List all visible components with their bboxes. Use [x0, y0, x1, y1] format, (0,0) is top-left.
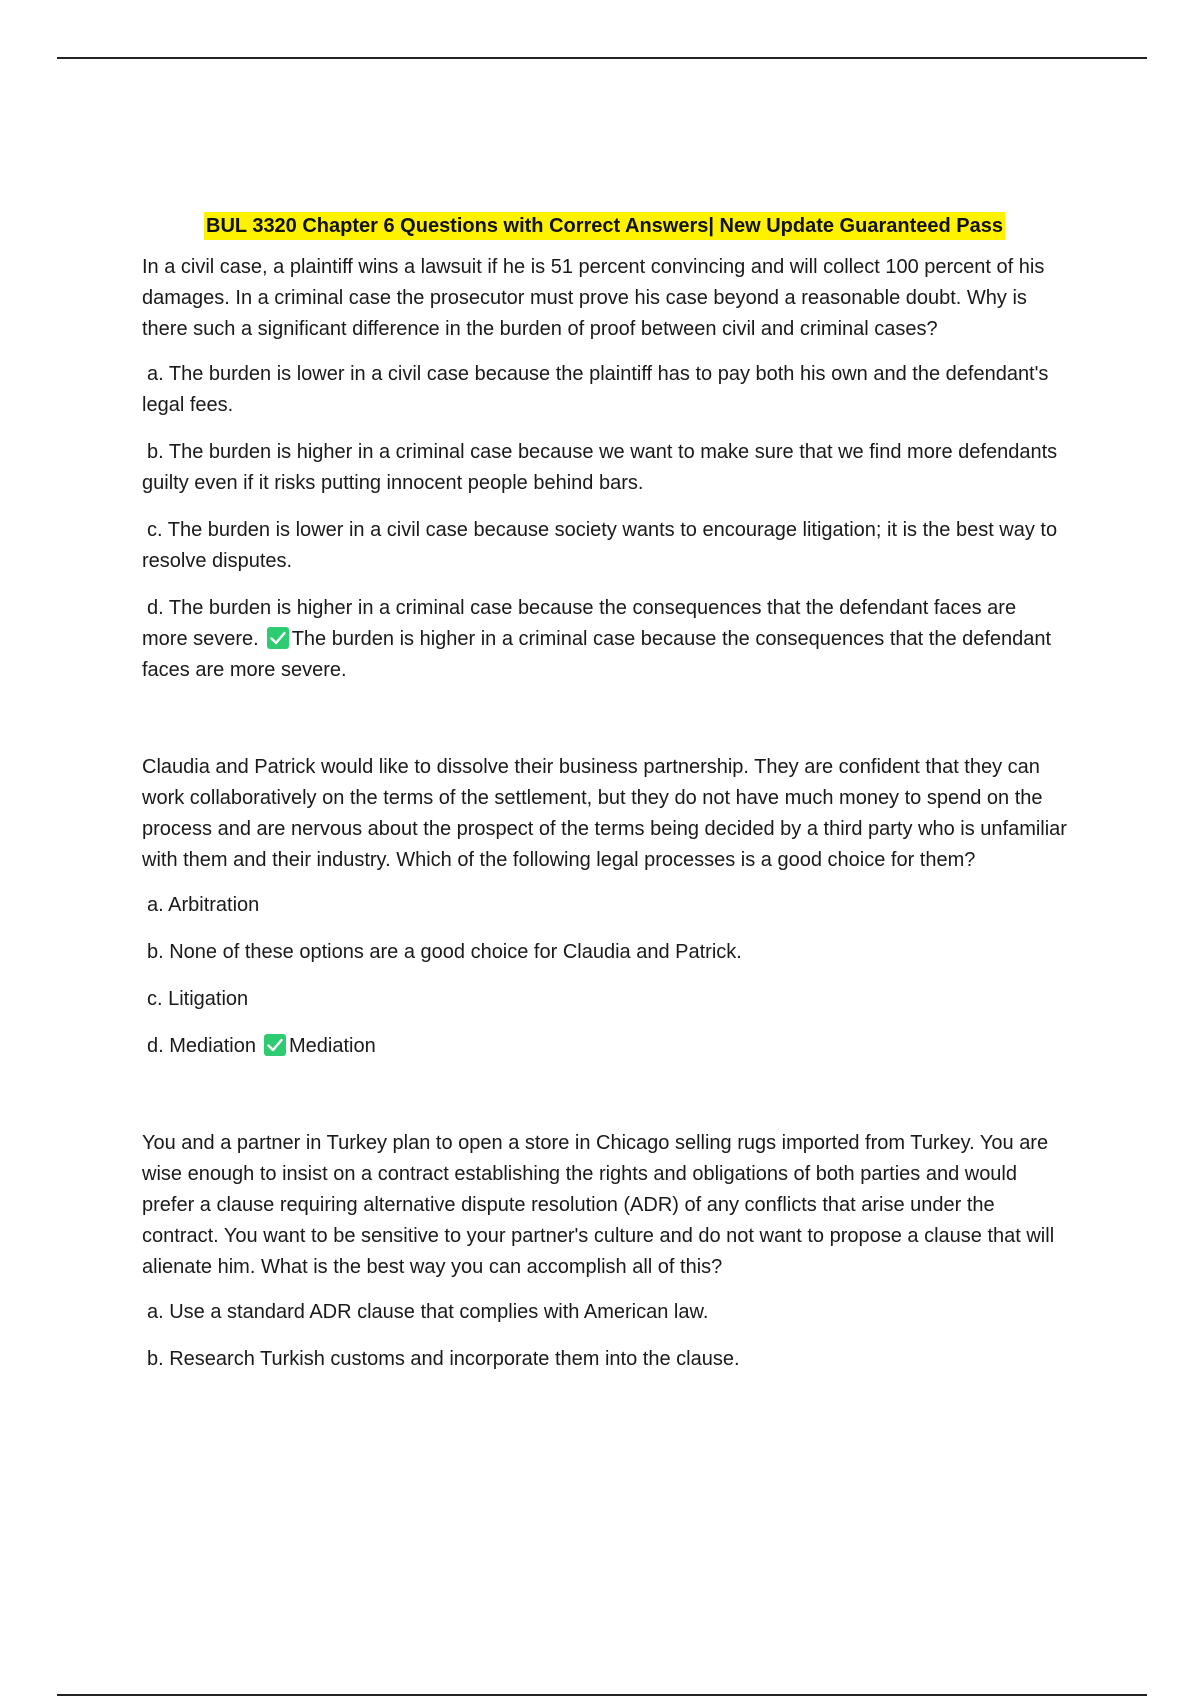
spacer: [142, 702, 1067, 752]
option-text: a. The burden is lower in a civil case because the plaintiff has to pay both his own and the defendant's legal fees.: [142, 363, 1049, 416]
question-2-answer: Mediation: [288, 1035, 376, 1057]
option-text: a. Use a standard ADR clause that complies with American law.: [147, 1301, 709, 1323]
option-text: d. Mediation: [147, 1035, 256, 1057]
bottom-rule: [57, 1694, 1147, 1696]
top-rule: [57, 57, 1147, 59]
check-box-icon: [267, 627, 289, 649]
document-body: [142, 212, 1067, 1391]
question-1-option-b: [142, 437, 1067, 499]
option-text: b. Research Turkish customs and incorporate them into the clause.: [147, 1348, 740, 1370]
title-wrap: [142, 212, 1067, 240]
question-3-option-a: [142, 1297, 1067, 1328]
option-text: b. None of these options are a good choice for Claudia and Patrick.: [147, 941, 742, 963]
question-1-text: In a civil case, a plaintiff wins a lawsuit if he is 51 percent convincing and will collect 100 percent of his damages. In a criminal case the prosecutor must prove his case beyond a reasonable doubt. Why is there such a significant difference in the burden of proof between civil and criminal cases?: [142, 256, 1045, 340]
question-2-option-b: [142, 937, 1067, 968]
question-2-option-d: [142, 1031, 1067, 1062]
option-text: c. The burden is lower in a civil case because society wants to encourage litigation; it is the best way to resolve disputes.: [142, 519, 1058, 572]
question-1-option-a: [142, 359, 1067, 421]
question-2-text: Claudia and Patrick would like to dissolve their business partnership. They are confident that they can work collaboratively on the terms of the settlement, but they do not have much money to spend on the process and are nervous about the prospect of the terms being decided by a third party who is unfamiliar with them and their industry. Which of the following legal processes is a good choice for them?: [142, 756, 1067, 871]
check-box-icon: [264, 1034, 286, 1056]
question-2-option-c: [142, 984, 1067, 1015]
option-text: c. Litigation: [147, 988, 249, 1010]
question-3-text: You and a partner in Turkey plan to open a store in Chicago selling rugs imported from Turkey. You are wise enough to insist on a contract establishing the rights and obligations of both parties and would prefer a clause requiring alternative dispute resolution (ADR) of any conflicts that arise under the contract. You want to be sensitive to your partner's culture and do not want to propose a clause that will alienate him. What is the best way you can accomplish all of this?: [142, 1132, 1055, 1278]
question-1-option-d: [142, 593, 1067, 686]
document-title: BUL 3320 Chapter 6 Questions with Correct Answers| New Update Guaranteed Pass: [204, 212, 1005, 240]
question-3-option-b: [142, 1344, 1067, 1375]
spacer: [142, 1078, 1067, 1128]
question-2-option-a: [142, 890, 1067, 921]
question-1-option-c: [142, 515, 1067, 577]
question-1-answer: The burden is higher in a criminal case because the consequences that the defendant faces are more severe.: [142, 628, 1052, 681]
option-text: d. The burden is higher in a criminal case because the consequences that the defendant faces are more severe.: [142, 597, 1017, 650]
option-text: a. Arbitration: [147, 894, 260, 916]
option-text: b. The burden is higher in a criminal case because we want to make sure that we find more defendants guilty even if it risks putting innocent people behind bars.: [142, 441, 1058, 494]
